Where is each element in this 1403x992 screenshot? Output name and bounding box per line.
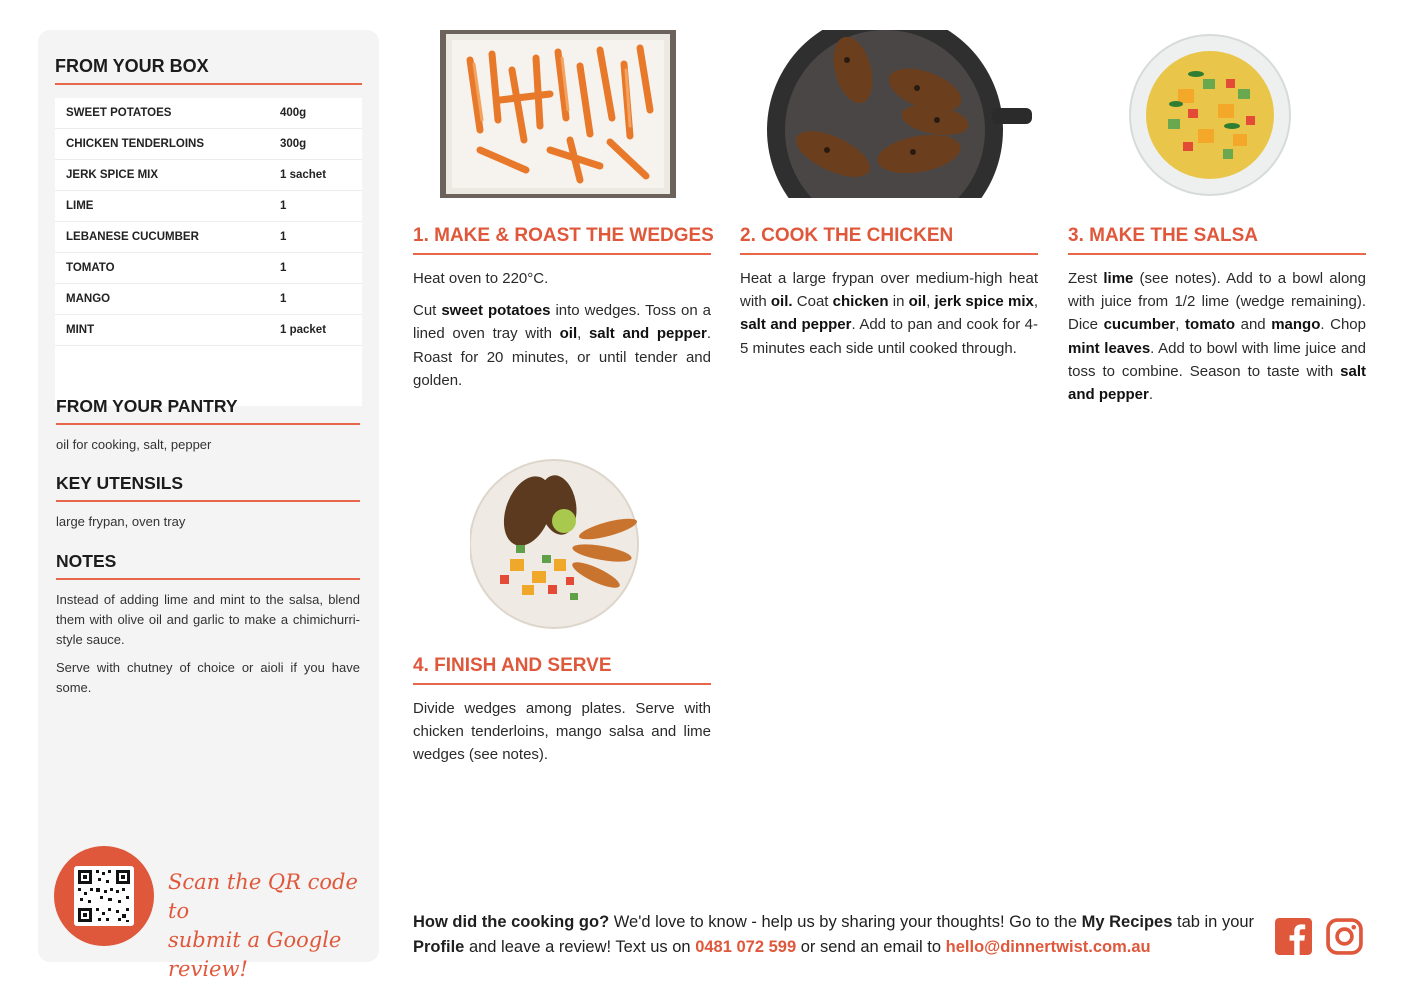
table-row bbox=[55, 160, 362, 191]
email-link[interactable]: hello@dinnertwist.com.au bbox=[945, 938, 1151, 956]
step-4-title: 4. FINISH AND SERVE bbox=[413, 655, 711, 685]
qr-review-prompt bbox=[168, 868, 379, 984]
step-1 bbox=[413, 225, 714, 401]
salsa-bowl-photo bbox=[1128, 34, 1292, 196]
ingredients-table bbox=[55, 98, 362, 406]
notes-text bbox=[56, 590, 360, 698]
text-run: into wedges. Toss on a lined oven tray with bbox=[413, 302, 711, 343]
text-run: Coat bbox=[792, 293, 833, 311]
feedback-footer bbox=[413, 910, 1263, 960]
note-paragraph: Instead of adding lime and mint to the salsa, blend them with olive oil and garlic to make a chimichurri-style sauce. bbox=[56, 592, 360, 647]
bold-ingredient: mango bbox=[1271, 316, 1321, 334]
chicken-frypan-photo bbox=[767, 30, 1032, 198]
step-2-title: 2. COOK THE CHICKEN bbox=[740, 225, 1038, 255]
bold-ingredient: sweet potatoes bbox=[441, 302, 551, 320]
ingredient-name: MINT bbox=[66, 324, 95, 336]
step-1-title: 1. MAKE & ROAST THE WEDGES bbox=[413, 225, 711, 255]
step-3-body bbox=[1068, 267, 1366, 406]
bold-ingredient: cucumber bbox=[1103, 316, 1176, 334]
table-row bbox=[55, 315, 362, 346]
ingredients-sidebar bbox=[38, 30, 379, 981]
my-recipes-tab-ref: My Recipes bbox=[1081, 913, 1173, 931]
bold-ingredient: oil bbox=[559, 325, 578, 343]
ingredient-name: TOMATO bbox=[66, 262, 115, 274]
text-run: , bbox=[1033, 293, 1038, 311]
table-row bbox=[55, 191, 362, 222]
text-run: and bbox=[1235, 316, 1272, 334]
feedback-question: How did the cooking go? bbox=[413, 913, 610, 931]
ingredient-qty: 1 bbox=[280, 231, 287, 243]
step-3-title: 3. MAKE THE SALSA bbox=[1068, 225, 1366, 255]
bold-ingredient: jerk spice mix bbox=[934, 293, 1034, 311]
qr-code-icon[interactable] bbox=[74, 866, 134, 926]
bold-ingredient: mint leaves bbox=[1068, 339, 1151, 357]
step-paragraph: Divide wedges among plates. Serve with chicken tenderloins, mango salsa and lime wedges (see notes). bbox=[413, 700, 711, 764]
text-run: , bbox=[577, 325, 589, 343]
pantry-section bbox=[56, 396, 360, 455]
ingredient-name: MANGO bbox=[66, 293, 111, 305]
ingredient-name: JERK SPICE MIX bbox=[66, 169, 159, 181]
bold-ingredient: oil bbox=[908, 293, 927, 311]
qr-badge[interactable] bbox=[54, 846, 154, 946]
text-run: and leave a review! Text us on bbox=[464, 938, 696, 956]
bold-ingredient: salt and pepper bbox=[740, 316, 852, 334]
finished-plate-photo bbox=[470, 459, 644, 629]
text-run: Heat a large frypan over medium-high heat with bbox=[740, 270, 1038, 311]
ingredient-name: LEBANESE CUCUMBER bbox=[66, 231, 199, 243]
utensils-section bbox=[56, 473, 360, 532]
table-row bbox=[55, 253, 362, 284]
step-2-body bbox=[740, 267, 1038, 360]
bold-ingredient: salt and pepper bbox=[588, 325, 707, 343]
facebook-icon[interactable] bbox=[1275, 918, 1312, 955]
step-1-body bbox=[413, 267, 711, 392]
text-run: . Chop bbox=[1320, 316, 1366, 334]
ingredient-name: CHICKEN TENDERLOINS bbox=[66, 138, 205, 150]
ingredient-qty: 1 packet bbox=[280, 324, 327, 336]
from-your-box-title: FROM YOUR BOX bbox=[55, 56, 362, 85]
ingredient-qty: 1 bbox=[280, 293, 287, 305]
notes-title: NOTES bbox=[56, 551, 360, 580]
table-row bbox=[55, 284, 362, 315]
roast-wedges-photo bbox=[440, 30, 676, 198]
step-2 bbox=[740, 225, 1038, 369]
pantry-text: oil for cooking, salt, pepper bbox=[56, 437, 212, 452]
table-row bbox=[55, 129, 362, 160]
text-run: . Roast for 20 minutes, or until tender and golden. bbox=[413, 325, 711, 389]
text-run: , bbox=[1175, 316, 1186, 334]
ingredient-qty: 300g bbox=[280, 138, 307, 150]
ingredient-qty: 1 bbox=[280, 200, 287, 212]
phone-link[interactable]: 0481 072 599 bbox=[695, 938, 797, 956]
step-4-body bbox=[413, 697, 711, 767]
bold-ingredient: oil. bbox=[770, 293, 793, 311]
ingredient-qty: 1 sachet bbox=[280, 169, 327, 181]
text-run: . Add to pan and cook for 4-5 minutes each side until cooked through. bbox=[740, 316, 1039, 357]
ingredient-name: SWEET POTATOES bbox=[66, 107, 172, 119]
text-run: in bbox=[888, 293, 909, 311]
ingredient-qty: 400g bbox=[280, 107, 307, 119]
step-paragraph bbox=[740, 267, 1038, 360]
text-run: (see notes). Add to a bowl along with juice from 1/2 lime (wedge remaining). Dice bbox=[1068, 270, 1366, 334]
bold-ingredient: chicken bbox=[832, 293, 889, 311]
step-paragraph bbox=[413, 299, 711, 392]
qr-text-line: Scan the QR code to bbox=[168, 870, 358, 923]
text-run: , bbox=[926, 293, 935, 311]
bold-ingredient: tomato bbox=[1185, 316, 1236, 334]
utensils-title: KEY UTENSILS bbox=[56, 473, 360, 502]
table-row bbox=[55, 222, 362, 253]
notes-section bbox=[56, 551, 360, 706]
bold-ingredient: lime bbox=[1103, 270, 1134, 287]
text-run: Zest bbox=[1068, 270, 1104, 287]
step-4 bbox=[413, 655, 711, 776]
step-3 bbox=[1068, 225, 1366, 415]
step-paragraph: Heat oven to 220°C. bbox=[413, 270, 549, 287]
text-run: tab in your bbox=[1172, 913, 1255, 931]
bold-ingredient: salt and pepper bbox=[1068, 362, 1366, 404]
profile-ref: Profile bbox=[413, 938, 465, 956]
pantry-title: FROM YOUR PANTRY bbox=[56, 396, 360, 425]
instagram-icon[interactable] bbox=[1326, 918, 1363, 955]
ingredient-name: LIME bbox=[66, 200, 94, 212]
utensils-text: large frypan, oven tray bbox=[56, 514, 186, 529]
text-run: We'd love to know - help us by sharing your thoughts! Go to the bbox=[609, 913, 1082, 931]
table-row bbox=[55, 98, 362, 129]
step-paragraph bbox=[1068, 267, 1366, 406]
text-run: or send an email to bbox=[796, 938, 946, 956]
note-paragraph: Serve with chutney of choice or aioli if you have some. bbox=[56, 660, 360, 695]
qr-text-line: submit a Google review! bbox=[168, 928, 342, 981]
text-run: . bbox=[1148, 386, 1154, 404]
text-run: Cut bbox=[413, 302, 442, 320]
ingredient-qty: 1 bbox=[280, 262, 287, 274]
text-run: . Add to bowl with lime juice and toss to combine. Season to taste with bbox=[1068, 339, 1366, 380]
